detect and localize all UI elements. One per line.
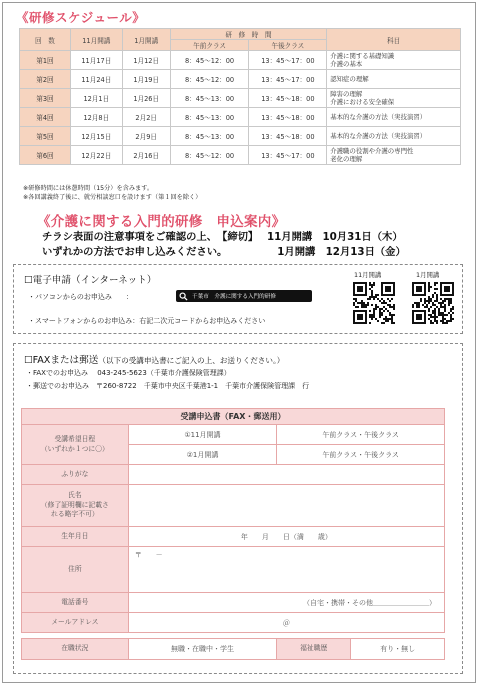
qr-code-jan[interactable]	[412, 282, 454, 324]
fax-heading: ☐FAXまたは郵送（以下の受講申込書にご記入の上、お送りください。）	[24, 355, 285, 366]
qr-jan-label: 1月開講	[416, 271, 440, 279]
mail-line: ・郵送でのお申込み 〒260-8722 千葉市中央区千葉港1-1 千葉市介護保険管理課 行	[26, 382, 310, 390]
schedule-note-1: ※研修時間には休憩時間（15分）を含みます。	[23, 185, 154, 192]
schedule-note-2: ※各回講義終了後に、就労相談窓口を設けます（第１回を除く）	[23, 194, 202, 201]
header-subject: 科目	[327, 29, 461, 51]
search-icon	[179, 292, 188, 301]
schedule-table	[19, 28, 461, 165]
fax-line: ・FAXでのお申込み 043-245-5623（千葉市介護保険管理課）	[26, 369, 231, 377]
table-row: 第4回 12月8日 2月2日 8：45～13：00 13：45～18：00 基本的な介護の方法（実技演習）	[20, 108, 461, 127]
welfare-label: 福祉職歴	[277, 639, 351, 659]
qr-code-nov[interactable]	[353, 282, 395, 324]
furigana-field[interactable]	[128, 465, 444, 485]
phone-field[interactable]: （自宅・携帯・その他＿＿＿＿＿＿＿＿）	[128, 593, 444, 613]
job-label: 在職状況	[22, 639, 129, 660]
table-row: 第1回 11月17日 1月12日 8：45～12：00 13：45～17：00 介護に関する基礎知識 介護の基本	[20, 51, 461, 70]
apply-instruction-2: いずれかの方法でお申し込みください。 1月開講 12月13日（金）	[42, 246, 406, 258]
birth-field[interactable]: 年 月 日（満 歳）	[128, 527, 444, 547]
course-option-jan[interactable]: ②1月開講	[128, 445, 277, 465]
header-nov: 11月開講	[70, 29, 122, 51]
phone-label: 電話番号	[22, 593, 129, 613]
email-field[interactable]: ＠	[128, 613, 444, 633]
header-round: 回 数	[20, 29, 71, 51]
schedule-title: 《研修スケジュール》	[16, 10, 146, 25]
table-row: 第6回 12月22日 2月16日 8：45～12：00 13：45～17：00 介護職の役割や介護の専門性 老化の理解	[20, 146, 461, 165]
address-field[interactable]: 〒 －	[128, 547, 444, 593]
furigana-label: ふりがな	[22, 465, 129, 485]
email-label: メールアドレス	[22, 613, 129, 633]
search-bar[interactable]	[176, 290, 312, 302]
phone-apply-text: ・スマートフォンからのお申込み：右記二次元コードからお申込みください	[28, 317, 266, 325]
name-field[interactable]	[128, 485, 444, 527]
apply-title: 《介護に関する入門的研修 申込案内》	[37, 214, 286, 230]
name-label: 氏名 （修了証明欄に記載さ れる略字不可）	[22, 485, 129, 527]
table-row: 第5回 12月15日 2月9日 8：45～13：00 13：45～18：00 基本的な介護の方法（実技演習）	[20, 127, 461, 146]
welfare-field[interactable]: 有り・無し	[380, 645, 416, 653]
job-field[interactable]: 無職・在職中・学生	[128, 639, 277, 660]
electronic-heading: ☐電子申請（インターネット）	[24, 275, 157, 286]
form-title: 受講申込書（FAX・郵送用）	[22, 409, 445, 425]
application-form	[21, 408, 445, 660]
address-label: 住所	[22, 547, 129, 593]
class-option-jan[interactable]: 午前クラス・午後クラス	[277, 445, 445, 465]
header-am: 午前クラス	[170, 40, 249, 51]
course-label: 受講希望日程 （いずれか１つに〇）	[22, 425, 129, 465]
search-text: 千葉市 介護に関する入門的研修	[192, 294, 276, 300]
table-row: 第3回 12月1日 1月26日 8：45～13：00 13：45～18：00 障害の理解 介護における安全確保	[20, 89, 461, 108]
table-row: 第2回 11月24日 1月19日 8：45～12：00 13：45～17：00 認知症の理解	[20, 70, 461, 89]
pc-apply-text: ・パソコンからのお申込み ：	[28, 293, 133, 301]
header-time: 研 修 時 間	[170, 29, 327, 40]
header-pm: 午後クラス	[249, 40, 327, 51]
birth-label: 生年月日	[22, 527, 129, 547]
header-jan: 1月開講	[122, 29, 170, 51]
qr-nov-label: 11月開講	[354, 271, 382, 279]
class-option-nov[interactable]: 午前クラス・午後クラス	[277, 425, 445, 445]
course-option-nov[interactable]: ①11月開講	[128, 425, 277, 445]
apply-instruction-1: チラシ表面の注意事項をご確認の上、 【締切】 11月開講 10月31日（木）	[42, 231, 403, 243]
